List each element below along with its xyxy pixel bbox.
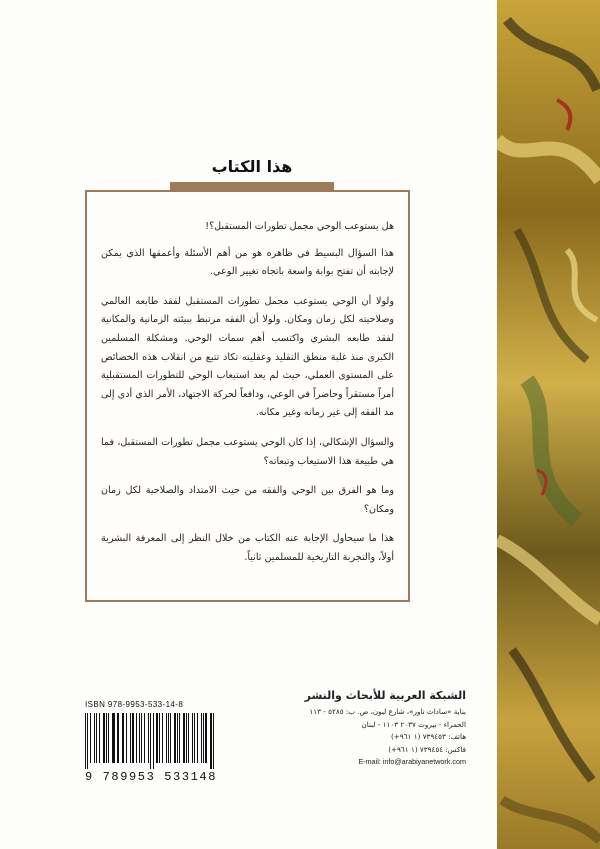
barcode-bar [179, 713, 180, 763]
barcode-bar [213, 713, 214, 769]
barcode-bar [90, 713, 91, 763]
cover-art-strip [497, 0, 600, 849]
barcode-bar [112, 713, 113, 763]
publisher-address-line: بناية «ساداث تاور»، شارع ليون، ص. ب: ٥٢٨٥ - ١١٣ [309, 707, 466, 716]
blurb-paragraph: وما هو الفرق بين الوحي والفقه من حيث الامتداد والصلاحية لكل زمان ومكان؟ [101, 485, 394, 515]
barcode-bar [186, 713, 187, 763]
barcode-bar [174, 713, 175, 763]
isbn-label: ISBN 978-9953-533-14-8 [85, 700, 184, 709]
barcode-bar [122, 713, 123, 763]
barcode-bar [139, 713, 140, 763]
barcode-bar [162, 713, 163, 763]
barcode-bar [106, 713, 107, 763]
blurb-box [85, 190, 410, 602]
barcode-bar [203, 713, 204, 763]
barcode-bar [188, 713, 189, 763]
publisher-info [258, 689, 466, 768]
barcode-bar [99, 713, 100, 763]
barcode-bar [153, 713, 154, 769]
blurb-paragraph: والسؤال الإشكالي، إذا كان الوحي يستوعب مجمل تطورات المستقبل، فما هي طبيعة هذا الاستيعاب وتبعاته؟ [101, 436, 394, 467]
barcode-bar [150, 713, 151, 769]
barcode-bar [87, 713, 88, 769]
barcode-bar [132, 713, 134, 763]
barcode-bar [192, 713, 193, 763]
publisher-name: الشبكة العربية للأبحاث والنشر [304, 689, 466, 702]
barcode-bar [85, 713, 86, 769]
barcode-bar [117, 713, 118, 763]
blurb-paragraph: هذا ما سيحاول الإجابة عنه الكتاب من خلال النظر إلى المعرفة البشرية أولاً، والتجربة التاريخية للمسلمين ثانياً. [101, 533, 394, 563]
barcode-bar [197, 713, 198, 763]
publisher-address-line: الحمراء - بيروت ٢٠٣٧ ١١٠٣ - لبنان [361, 719, 466, 729]
barcode-bar [201, 713, 202, 763]
barcode-bar [103, 713, 104, 763]
barcode-bar [94, 713, 96, 763]
barcode-bar [130, 713, 131, 763]
barcode-bar [136, 713, 137, 763]
barcode-bar [166, 713, 167, 763]
barcode-bar [168, 713, 169, 763]
barcode-bar [123, 713, 124, 763]
publisher-phone: هاتف: ٧٣٩٤٥٣ (١ ٩٦١+) [391, 732, 466, 742]
barcode-bar [177, 713, 178, 763]
barcode-bar [170, 713, 171, 763]
barcode-bar [159, 713, 160, 763]
barcode-bar [96, 713, 97, 763]
barcode-bar [144, 713, 145, 763]
publisher-email: E-mail: info@arabiyanetwork.com [358, 757, 466, 767]
barcode-bar [113, 713, 115, 763]
section-title: هذا الكتاب [211, 157, 293, 176]
publisher-fax: فاكس: ٧٣٩٤٥٤ (١ ٩٦١+) [388, 744, 466, 754]
blurb-paragraph: هل يستوعب الوحي مجمل تطورات المستقبل؟! [205, 221, 394, 232]
barcode-image [85, 713, 215, 771]
barcode-bar [205, 713, 207, 763]
blurb-paragraph: هذا السؤال البسيط في ظاهره هو من أهم الأسئلة وأعمقها الذي يمكن لإجابته أن تفتح بوابة واسعة باتجاه تغيير الوعي. [101, 247, 394, 278]
barcode-bar [194, 713, 195, 763]
barcode-bar [148, 713, 149, 763]
blurb-paragraph: ولولا أن الوحي يستوعب مجمل تطورات المستقبل لفقد طابعه العالمي وصلاحيته لكل زمان ومكان. ولولا أن الفقه مرتبط ببيئته الزمانية والمكانية لفقد طابعه البشري واكتسب أهم سمات الوحي. ومشكلة المسلمين الكبرى منذ غلبة منطق التقليد وعقليته تكاد تتبع من انقلاب هذه الخصائص على المستوى العملي، حيث لم يعد استيعاب الوحي للتطورات المستقبلية أمراً مستقراً وحاضراً في الوعي، ودافعاً لحركة الاجتهاد، الأمر الذي أدى إلى مد الفقه إلى غير زمانه وغير مكانه. [101, 295, 394, 419]
abstract-painting-image [497, 0, 600, 849]
barcode-bar [156, 713, 158, 763]
barcode-bar [183, 713, 185, 763]
barcode-bar [210, 713, 211, 769]
barcode-number: 9 789953 533148 [85, 770, 218, 784]
barcode-bar [141, 713, 142, 763]
barcode-bar [108, 713, 109, 763]
barcode-bar [126, 713, 127, 763]
